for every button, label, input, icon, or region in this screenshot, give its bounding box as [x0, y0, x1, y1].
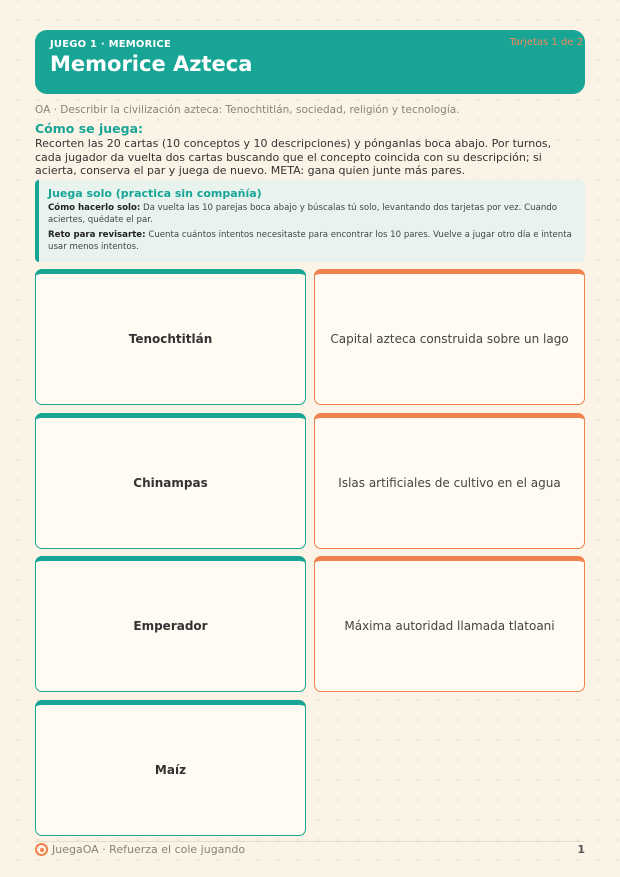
solo-how: [48, 203, 575, 226]
description-card-text: Islas artificiales de cultivo en el agua: [338, 476, 561, 490]
solo-how-text: Da vuelta las 10 parejas boca abajo y búscalas tú solo, levantando dos tarjetas por vez. Cuando aciertes, quédate el par.: [48, 203, 558, 225]
concept-card-text: Maíz: [154, 763, 187, 777]
concept-card-text: Tenochtitlán: [128, 332, 213, 346]
solo-how-label: Cómo hacerlo solo:: [48, 203, 141, 213]
solo-challenge: [48, 230, 575, 253]
game-header: [35, 30, 585, 94]
concept-card-text: Chinampas: [133, 476, 208, 490]
concept-card[interactable]: [35, 269, 306, 405]
howto-title: Cómo se juega:: [35, 121, 144, 136]
learning-objective: OA · Describir la civilización azteca: Tenochtitlán, sociedad, religión y tecnología.: [35, 104, 460, 116]
solo-play-box: [35, 180, 585, 262]
card-counter: Tarjetas 1 de 2: [509, 37, 583, 48]
concept-card-text: Emperador: [133, 619, 208, 633]
page-number: 1: [577, 843, 585, 856]
description-card[interactable]: [314, 269, 585, 405]
description-card[interactable]: [314, 556, 585, 692]
howto-text: Recorten las 20 cartas (10 conceptos y 10 descripciones) y pónganlas boca abajo. Por turnos, cada jugador da vuelta dos cartas buscando que el concepto coincida con su descripción; si acierta, conserva el par y juega de nuevo. META: gana quien junte más pares.: [35, 137, 552, 177]
solo-title: Juega solo (practica sin compañía): [48, 187, 262, 200]
description-card-text: Máxima autoridad llamada tlatoani: [344, 619, 555, 633]
target-logo-icon: [35, 843, 48, 856]
solo-challenge-text: Cuenta cuántos intentos necesitaste para encontrar los 10 pares. Vuelve a jugar otro día e intenta usar menos intentos.: [48, 230, 572, 252]
game-subtitle: JUEGO 1 · MEMORICE: [50, 39, 172, 50]
footer: [35, 843, 245, 856]
game-title: Memorice Azteca: [50, 52, 253, 76]
concept-card[interactable]: [35, 556, 306, 692]
solo-challenge-label: Reto para revisarte:: [48, 230, 146, 240]
footer-divider: [35, 841, 585, 842]
description-card[interactable]: [314, 413, 585, 549]
concept-card[interactable]: [35, 700, 306, 836]
concept-card[interactable]: [35, 413, 306, 549]
description-card-text: Capital azteca construida sobre un lago: [330, 332, 569, 346]
footer-brand: JuegaOA · Refuerza el cole jugando: [52, 843, 246, 856]
